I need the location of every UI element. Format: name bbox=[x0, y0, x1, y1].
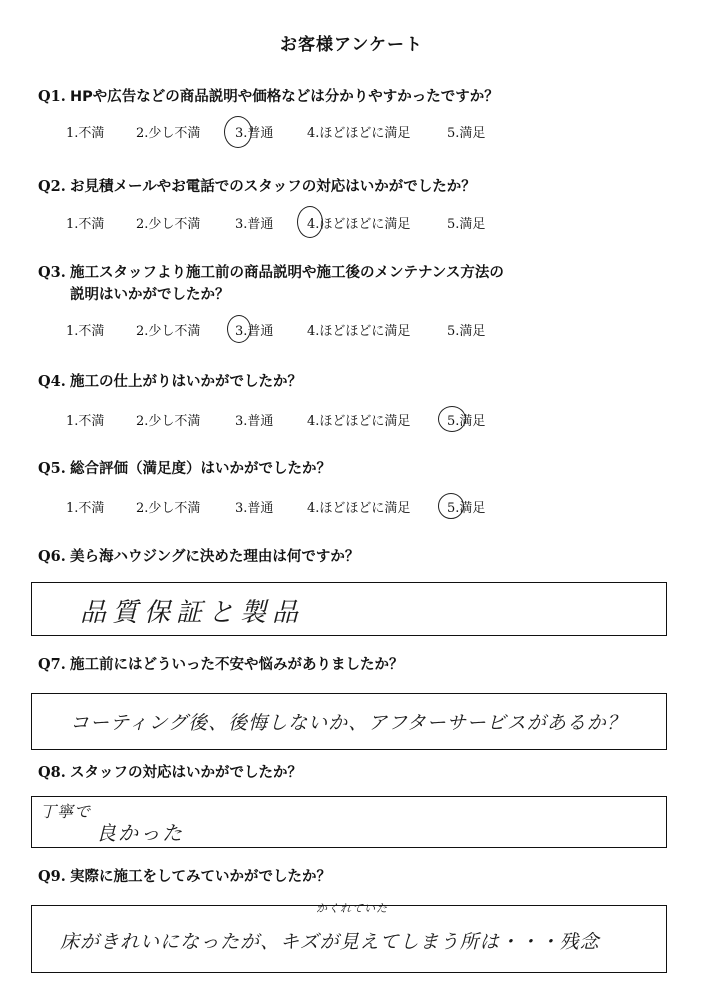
question-5-options bbox=[0, 497, 703, 517]
question-text: HPや広告などの商品説明や価格などは分かりやすかったですか？ bbox=[70, 89, 499, 105]
question-text: 施工スタッフより施工前の商品説明や施工後のメンテナンス方法の bbox=[70, 265, 504, 281]
option-3[interactable]: 3.普通 bbox=[235, 414, 274, 429]
option-1[interactable]: 1.不満 bbox=[66, 501, 105, 516]
option-5[interactable]: 5.満足 bbox=[447, 217, 486, 232]
question-6 bbox=[38, 546, 359, 568]
question-2-options bbox=[0, 213, 703, 233]
option-4[interactable]: 4.ほどほどに満足 bbox=[307, 414, 411, 429]
option-3[interactable]: 3.普通 bbox=[235, 217, 274, 232]
question-text: 総合評価（満足度）はいかがでしたか？ bbox=[70, 461, 331, 477]
question-number: Q5. bbox=[38, 460, 66, 477]
question-text: 施工の仕上がりはいかがでしたか？ bbox=[70, 374, 302, 390]
option-5[interactable]: 5.満足 bbox=[447, 501, 486, 516]
option-1[interactable]: 1.不満 bbox=[66, 126, 105, 141]
question-text: 施工前にはどういった不安や悩みがありましたか？ bbox=[70, 657, 404, 673]
option-1[interactable]: 1.不満 bbox=[66, 217, 105, 232]
option-3[interactable]: 3.普通 bbox=[235, 501, 274, 516]
question-text-continued: 説明はいかがでしたか？ bbox=[70, 287, 230, 303]
question-5 bbox=[38, 458, 331, 480]
option-3[interactable]: 3.普通 bbox=[235, 324, 274, 339]
handwritten-answer: 品質保証と製品 bbox=[80, 598, 305, 628]
option-2[interactable]: 2.少し不満 bbox=[136, 501, 201, 516]
option-2[interactable]: 2.少し不満 bbox=[136, 217, 201, 232]
question-number: Q1. bbox=[38, 88, 66, 105]
handwritten-answer: コーティング後、後悔しないか、アフターサービスがあるか？ bbox=[70, 712, 627, 734]
handwritten-insertion-note: かくれていた bbox=[316, 902, 388, 915]
question-3 bbox=[38, 262, 504, 306]
question-number: Q8. bbox=[38, 764, 66, 781]
option-2[interactable]: 2.少し不満 bbox=[136, 126, 201, 141]
question-text: 実際に施工をしてみていかがでしたか？ bbox=[70, 869, 331, 885]
option-4[interactable]: 4.ほどほどに満足 bbox=[307, 217, 411, 232]
question-number: Q6. bbox=[38, 548, 66, 565]
option-1[interactable]: 1.不満 bbox=[66, 414, 105, 429]
handwritten-answer-line1: 丁寧で bbox=[40, 802, 92, 821]
question-7 bbox=[38, 654, 404, 676]
option-5[interactable]: 5.満足 bbox=[447, 324, 486, 339]
question-1-options bbox=[0, 122, 703, 142]
option-5[interactable]: 5.満足 bbox=[447, 414, 486, 429]
option-5[interactable]: 5.満足 bbox=[447, 126, 486, 141]
question-number: Q9. bbox=[38, 868, 66, 885]
option-2[interactable]: 2.少し不満 bbox=[136, 324, 201, 339]
question-number: Q3. bbox=[38, 264, 66, 281]
answer-box-q6[interactable] bbox=[31, 582, 667, 636]
question-3-options bbox=[0, 320, 703, 340]
option-2[interactable]: 2.少し不満 bbox=[136, 414, 201, 429]
handwritten-answer-line2: 良かった bbox=[96, 821, 184, 845]
question-text: お見積メールやお電話でのスタッフの対応はいかがでしたか？ bbox=[70, 179, 476, 195]
question-number: Q2. bbox=[38, 178, 66, 195]
question-text: スタッフの対応はいかがでしたか？ bbox=[70, 765, 302, 781]
option-4[interactable]: 4.ほどほどに満足 bbox=[307, 126, 411, 141]
option-4[interactable]: 4.ほどほどに満足 bbox=[307, 324, 411, 339]
question-number: Q4. bbox=[38, 373, 66, 390]
question-4-options bbox=[0, 410, 703, 430]
answer-box-q7[interactable] bbox=[31, 693, 667, 750]
question-4 bbox=[38, 371, 302, 393]
option-4[interactable]: 4.ほどほどに満足 bbox=[307, 501, 411, 516]
page-title: お客様アンケート bbox=[280, 35, 423, 55]
question-2 bbox=[38, 176, 476, 198]
question-text: 美ら海ハウジングに決めた理由は何ですか？ bbox=[70, 549, 360, 565]
question-number: Q7. bbox=[38, 656, 66, 673]
option-3[interactable]: 3.普通 bbox=[235, 126, 274, 141]
question-8 bbox=[38, 762, 302, 784]
question-9 bbox=[38, 866, 331, 888]
handwritten-answer: 床がきれいになったが、キズが見えてしまう所は・・・残念 bbox=[60, 931, 600, 953]
question-1 bbox=[38, 86, 499, 108]
answer-box-q9[interactable] bbox=[31, 905, 667, 973]
answer-box-q8[interactable] bbox=[31, 796, 667, 848]
option-1[interactable]: 1.不満 bbox=[66, 324, 105, 339]
